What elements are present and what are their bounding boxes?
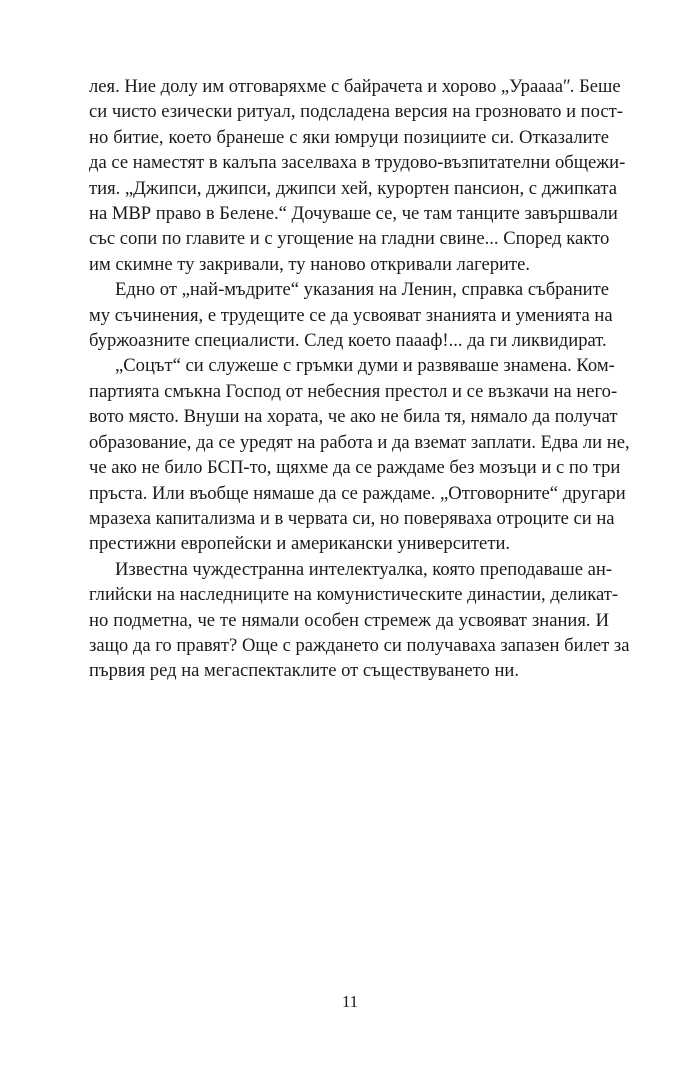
text-line: си чисто езически ритуал, подсладена версия на грозновато и пост- [89, 101, 623, 123]
body-text [89, 74, 630, 684]
text-line: глийски на наследниците на комунистическите династии, деликат- [89, 584, 619, 606]
text-line: му съчинения, е трудещите се да усвояват знанията и уменията на [89, 304, 613, 326]
text-line: вото място. Внуши на хората, че ако не била тя, нямало да получат [89, 406, 618, 428]
text-line: лея. Ние долу им отговаряхме с байрачета и хорово „Урааааʺ. Беше [89, 76, 621, 97]
text-line: буржоазните специалисти. След което пааaф!... да ги ликвидират. [89, 330, 607, 352]
text-line: образование, да се уредят на работа и да вземат заплати. Едва ли не, [89, 431, 630, 453]
text-line: че ако не било БСП-то, щяхме да се раждаме без мозъци и с по три [89, 457, 621, 479]
text-line: мразеха капитализма и в червата си, но поверяваха отроците си на [89, 507, 615, 529]
text-line: партията смъкна Господ от небесния престол и се възкачи на него- [89, 380, 618, 402]
text-line: „Соцът“ си служеше с гръмки думи и развяваше знамена. Ком- [115, 355, 615, 377]
text-line: със сопи по главите и с угощение на гладни свине... Според както [89, 228, 610, 250]
text-line: тия. „Джипси, джипси, джипси хей, курортен пансион, с джипката [89, 177, 618, 199]
text-line: да се наместят в калъпа заселваха в трудово-възпитателни общежи- [89, 152, 626, 174]
text-line: Едно от „най-мъдрите“ указания на Ленин, справка събраните [115, 279, 609, 301]
text-line: Известна чуждестранна интелектуалка, която преподаваше ан- [115, 558, 613, 580]
page-number: 11 [341, 992, 359, 1011]
text-line: защо да го правят? Още с раждането си получаваха запазен билет за [89, 634, 630, 656]
paragraph [89, 557, 630, 684]
text-line: на МВР право в Белене.“ Дочуваше се, че там танците завършвали [89, 203, 618, 225]
paragraph [89, 277, 613, 353]
text-line: престижни европейски и американски университети. [89, 533, 511, 555]
text-line: но битие, което бранеше с яки юмруци позициите си. Отказалите [89, 126, 609, 148]
text-line: но подметна, че те нямали особен стремеж да усвояват знания. И [89, 609, 609, 631]
paragraph [89, 74, 626, 277]
text-line: първия ред на мегаспектаклите от съществуването ни. [89, 660, 520, 682]
text-line: им скимне ту закривали, ту наново откривали лагерите. [89, 253, 531, 275]
text-line: пръста. Или въобще нямаше да се раждаме. „Отговорните“ другари [89, 482, 626, 504]
paragraph [89, 353, 630, 556]
